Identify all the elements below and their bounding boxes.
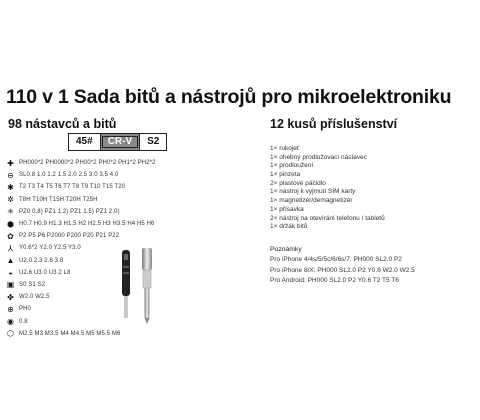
- slotted-icon: ⊖: [7, 170, 14, 180]
- bit-row: ✚ PH000*2 PH0000*2 PH00*2 PH0*2 PH1*2 PH2*2: [7, 158, 156, 168]
- torx-hole-icon: ✲: [7, 195, 14, 205]
- bit-row: ⬡ M2.5 M3 M3.5 M4 M4.5 M5 M5.5 M6: [7, 329, 121, 339]
- note-line: Pro Android: PH000 SL2.0 P2 Y0.6 T2 T5 T6: [270, 277, 399, 285]
- pozidriv-icon: ✳: [7, 207, 14, 217]
- note-line: Pro iPhone 8/X: PH000 SL2.0 P2 Y0.6 W2.0 W2.5: [270, 266, 415, 274]
- list-item: 1× prodloužení: [270, 162, 314, 170]
- bit-row: ⊖ SL0.8 1.0 1.2 1.5 2.0 2.5 3.0 3.5 4.0: [7, 170, 119, 180]
- bit-row: ▣ S0 S1 S2: [6, 280, 46, 290]
- list-item: 1× ohebný prodlužovací nástavec: [270, 153, 368, 161]
- bit-row: ▲ U2.0 2.3 2.6 3.0: [6, 256, 64, 266]
- bit-row: ◒ U2.6 U3.0 U3.2 L8: [6, 267, 156, 279]
- bit-row: ⊕ PH0: [7, 304, 31, 314]
- accessories-heading: 12 kusů příslušenství: [270, 117, 398, 131]
- hex-icon: ⬢: [7, 219, 14, 229]
- note-line: Pro iPhone 4/4s/5/5c/6/6s/7: PH000 SL2.0 P2: [270, 256, 402, 263]
- pentalobe-icon: ✿: [7, 231, 14, 241]
- list-item: 1× nástroj k vyjmutí SIM karty: [270, 188, 356, 196]
- bit-row: ✳ PZ0 0.8) PZ1 1.2) PZ1 1.5) PZ1 2.0): [7, 207, 120, 217]
- tri-point-icon: ✤: [7, 292, 14, 302]
- list-item: 1× magnetizér/demagnetizér: [270, 197, 353, 205]
- screwdriver-illustration: [118, 246, 162, 326]
- phillips-icon: ✚: [7, 158, 14, 168]
- socket-icon: ⬡: [7, 329, 14, 339]
- list-item: 2× nástroj na otevírání telefonu / tabletů: [270, 214, 385, 222]
- cross-circle-icon: ⊕: [7, 304, 14, 314]
- bit-row: ◉ 0.8: [7, 317, 28, 327]
- list-item: 1× přísavka: [270, 205, 304, 213]
- material-badges: [68, 133, 167, 151]
- steel-badge: S2: [147, 136, 160, 147]
- accessory-list: [270, 145, 385, 232]
- hardness-badge: 45#: [76, 136, 93, 147]
- bit-row: ✿ P2 P5 P6 P2000 P200 P20 P21 P22: [7, 231, 120, 241]
- notes-label: Poznámky: [270, 246, 302, 253]
- list-item: 1× pinzeta: [270, 171, 301, 179]
- material-badge: CR-V: [100, 134, 140, 150]
- bit-row: ✱ T2 T3 T4 T5 T6 T7 T8 T9 T10 T15 T20: [7, 182, 126, 192]
- triangle-icon: ▲: [6, 256, 15, 266]
- bit-row: ⬢ H0.7 H0.9 H1.3 H1.5 H2 H2.5 H3 H3.5 H4 H5 H6: [7, 219, 155, 229]
- bits-heading: 98 nástavců a bitů: [8, 117, 117, 131]
- bit-row: ⅄ Y0.6*2 Y2.0 Y2.5 Y3.0: [6, 242, 156, 254]
- page-title: 110 v 1 Sada bitů a nástrojů pro mikroelektroniku: [6, 86, 452, 108]
- dot-circle-icon: ◉: [7, 317, 14, 327]
- torx-icon: ✱: [7, 182, 14, 192]
- list-item: 2× plastové páčidlo: [270, 179, 326, 187]
- list-item: 1× rukojeť: [270, 145, 300, 152]
- list-item: 1× držák bitů: [270, 223, 308, 231]
- tri-wing-icon: ⅄: [8, 243, 13, 253]
- u-shape-icon: ◒: [8, 268, 13, 278]
- square-icon: ▣: [6, 280, 15, 290]
- notes-section: [270, 246, 415, 288]
- bit-row: ✤ W2.0 W2.5: [7, 292, 50, 302]
- bit-row: ✲ T8H T10H T15H T20H T25H: [7, 195, 98, 205]
